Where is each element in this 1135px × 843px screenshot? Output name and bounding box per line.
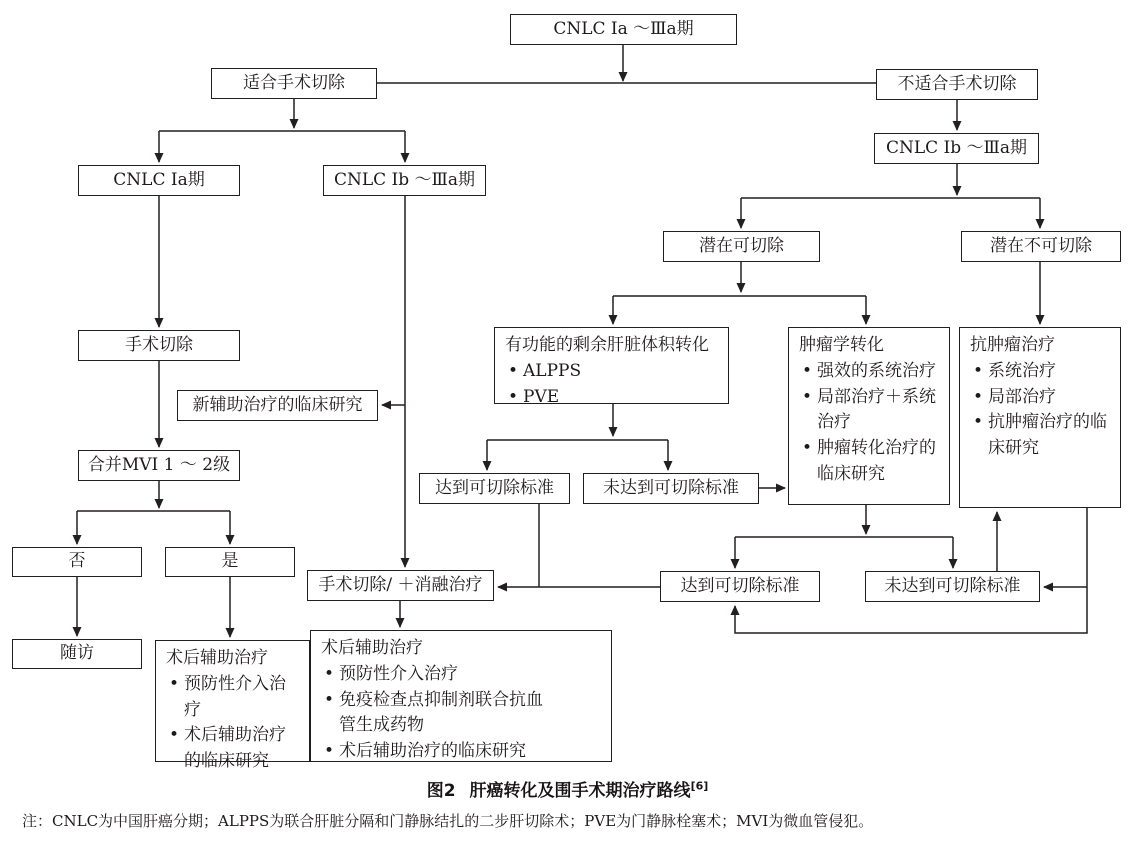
figure-caption [0,776,1135,801]
node-title: 术后辅助治疗 [166,648,268,668]
node-label: 是 [221,551,239,572]
node-label: 手术切除/ ＋消融治疗 [318,574,483,595]
bullet-item: • 局部治疗＋系统治疗 [799,385,939,437]
node-potentially-resectable [663,231,820,262]
node-follow-up [12,639,142,669]
node-label: CNLC Ⅰb ～Ⅲa期 [885,137,1028,158]
node-label: 合并MVI 1 ～ 2级 [87,454,231,475]
node-label: 达到可切除标准 [435,477,554,498]
bullet-item: • 肿瘤转化治疗的临床研究 [799,436,939,488]
node-label: 随访 [60,643,94,664]
node-cnlc-ib-iiia-right [874,133,1039,164]
bullet-item: • 术后辅助治疗的临床研究 [166,723,299,775]
bullet-item: • 局部治疗 [970,385,1110,411]
node-label: 潜在可切除 [699,235,784,256]
node-flr-volume-conversion [494,327,729,407]
bullet-item: • 强效的系统治疗 [799,359,939,385]
node-label: CNLC Ⅰb ～Ⅲa期 [333,169,476,190]
node-potentially-unresectable [961,231,1121,262]
node-postop-adjuvant-middle [310,630,612,762]
node-label: 手术切除 [125,334,193,355]
node-title: 肿瘤学转化 [799,335,884,355]
node-neoadjuvant-trial [177,390,378,421]
node-label: 未达到可切除标准 [603,477,739,498]
bullet-item: • 预防性介入治疗 [166,672,299,724]
node-antitumor-therapy [959,327,1121,508]
node-cnlc-stage-root [510,14,737,45]
bullet-item: • 免疫检查点抑制剂联合抗血管生成药物 [321,688,601,740]
figure-footnote: 注：CNLC为中国肝癌分期；ALPPS为联合肝脏分隔和门静脉结扎的二步肝切除术；PVE为门静脉栓塞术；MVI为微血管侵犯。 [22,812,874,830]
node-no [12,547,142,577]
node-resectable-criteria-not-met-2 [865,571,1040,602]
node-label: 潜在不可切除 [990,235,1092,256]
node-label: 否 [68,551,86,572]
node-label: 适合手术切除 [243,72,345,93]
node-label: CNLC Ⅰa期 [113,169,205,190]
bullet-item: • 预防性介入治疗 [321,662,601,688]
node-yes [165,547,295,577]
node-label: 未达到可切除标准 [884,575,1021,596]
node-title: 有功能的剩余肝脏体积转化 [505,335,709,355]
node-resection-ablation [307,570,494,601]
node-cnlc-ia [78,165,240,196]
node-resectable-criteria-met-1 [419,473,570,504]
bullet-item: • 术后辅助治疗的临床研究 [321,739,601,765]
node-label: CNLC Ⅰa ～Ⅲa期 [553,18,694,39]
caption-title: 肝癌转化及围手术期治疗路线 [469,781,691,801]
bullet-item: • 抗肿瘤治疗的临床研究 [970,410,1110,462]
bullet-item: • PVE [505,385,718,411]
node-label: 新辅助治疗的临床研究 [192,394,363,415]
node-title: 抗肿瘤治疗 [970,335,1055,355]
node-label: 达到可切除标准 [680,575,800,596]
node-cnlc-ib-iiia-left [323,165,486,196]
node-mvi-grade [78,450,240,481]
node-oncologic-conversion [788,327,950,505]
bullet-item: • 系统治疗 [970,359,1110,385]
node-label: 不适合手术切除 [897,73,1017,94]
caption-reference: [6] [690,779,709,793]
node-surgical-resection [78,330,240,361]
node-resectable-criteria-met-2 [660,571,820,602]
node-title: 术后辅助治疗 [321,638,423,658]
node-resectable-criteria-not-met-1 [583,473,759,504]
node-postop-adjuvant-left [155,640,310,772]
bullet-item: • ALPPS [505,359,718,385]
node-unsuitable-resection [876,69,1038,100]
caption-number: 图2 [426,781,456,801]
node-suitable-resection [211,68,377,99]
